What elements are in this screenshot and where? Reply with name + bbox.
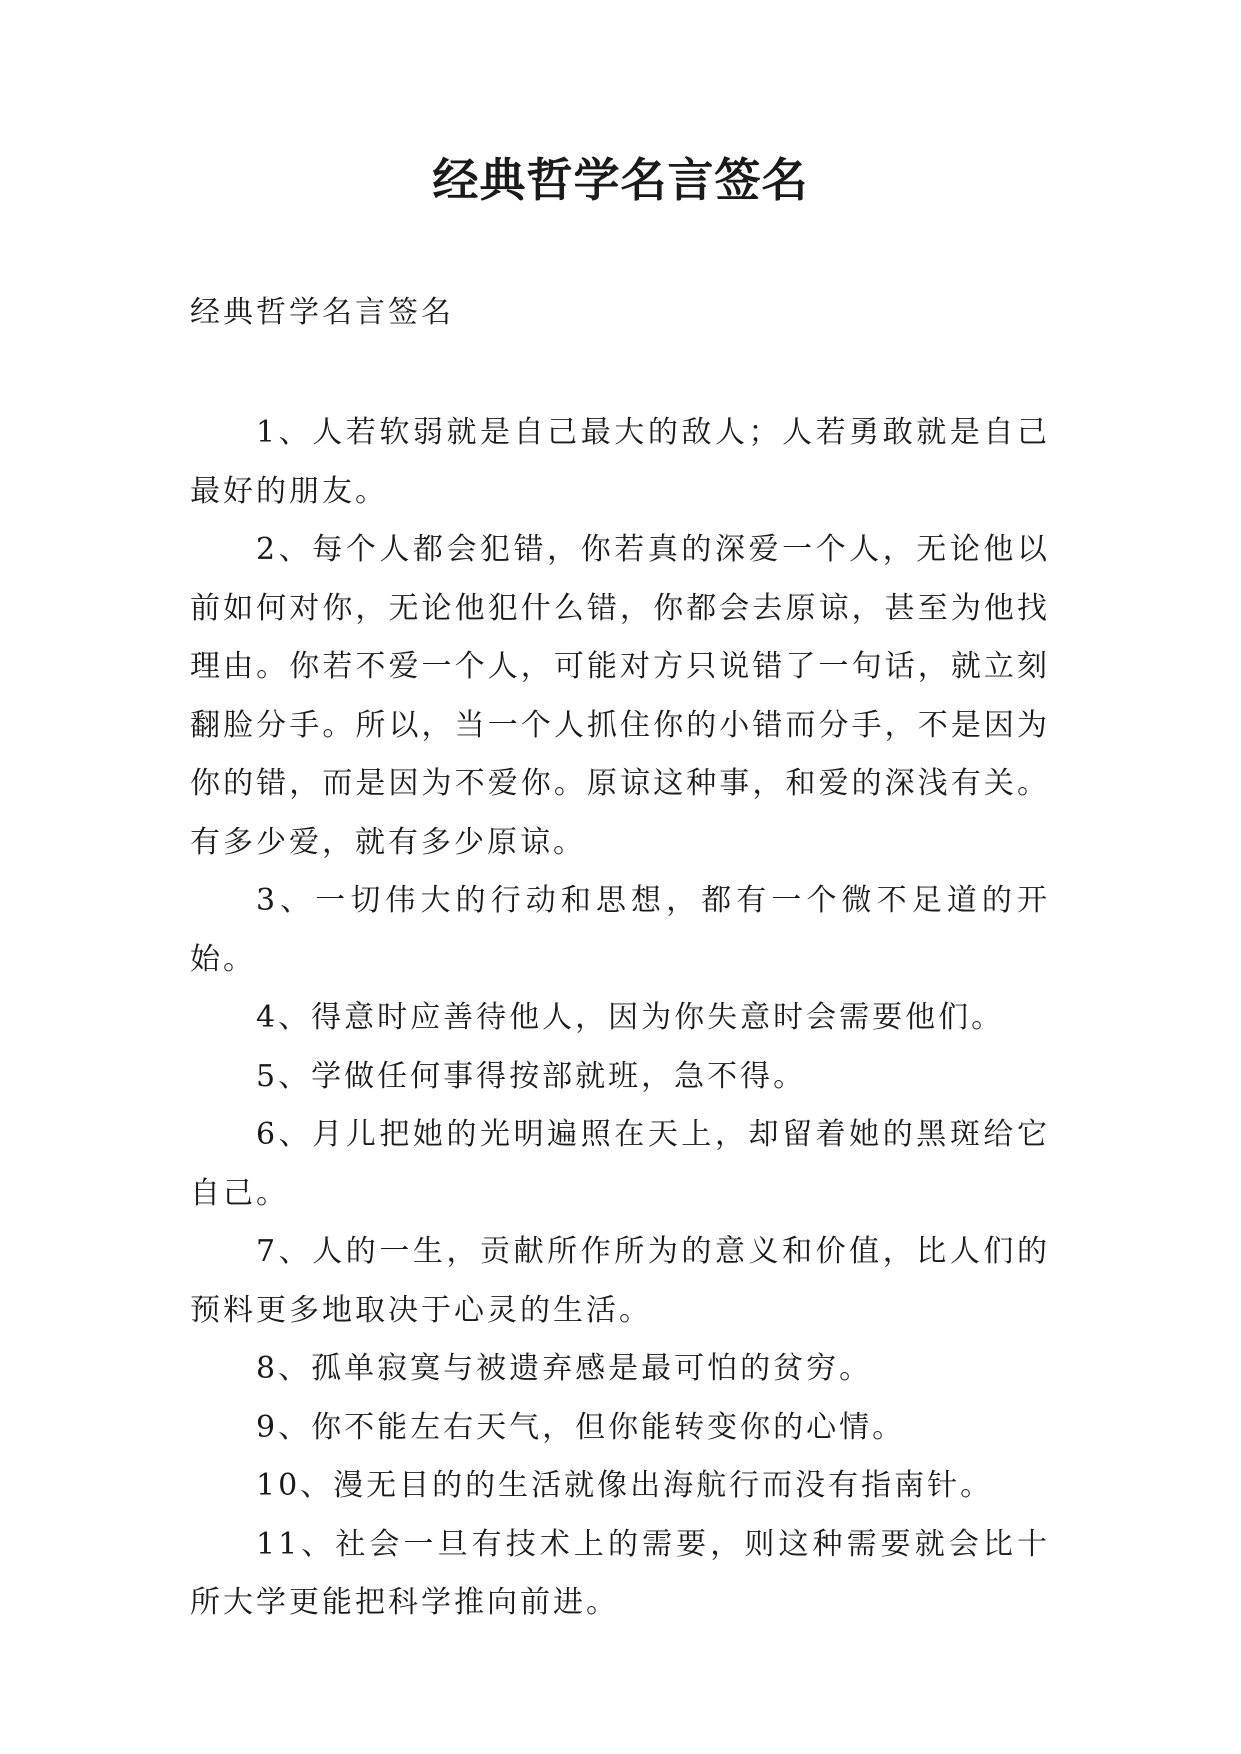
- quote-paragraph: 3、一切伟大的行动和思想，都有一个微不足道的开始。: [190, 883, 1050, 977]
- quote-paragraph: 7、人的一生，贡献所作所为的意义和价值，比人们的预料更多地取决于心灵的生活。: [190, 1234, 1050, 1328]
- document-title: 经典哲学名言签名: [432, 153, 809, 207]
- document-body: [190, 404, 1050, 1633]
- quote-paragraph: 6、月儿把她的光明遍照在天上，却留着她的黑斑给它自己。: [190, 1117, 1050, 1211]
- quote-paragraph: 10、漫无目的的生活就像出海航行而没有指南针。: [256, 1468, 994, 1503]
- quote-paragraph: 11、社会一旦有技术上的需要，则这种需要就会比十所大学更能把科学推向前进。: [190, 1526, 1050, 1620]
- quote-paragraph: 9、你不能左右天气，但你能转变你的心情。: [256, 1409, 906, 1445]
- quote-paragraph: 8、孤单寂寞与被遗弃感是最可怕的贫穷。: [256, 1351, 873, 1386]
- quote-paragraph: 4、得意时应善待他人，因为你失意时会需要他们。: [256, 1000, 1005, 1035]
- quote-paragraph: 1、人若软弱就是自己最大的敌人；人若勇敢就是自己最好的朋友。: [190, 415, 1050, 509]
- quote-paragraph: 2、每个人都会犯错，你若真的深爱一个人，无论他以前如何对你，无论他犯什么错，你都会去原谅，甚至为他找理由。你若不爱一个人，可能对方只说错了一句话，就立刻翻脸分手。所以，当一个人抓住你的小错而分手，不是因为你的错，而是因为不爱你。原谅这种事，和爱的深浅有关。有多少爱，就有多少原谅。: [190, 532, 1050, 860]
- document-subtitle: 经典哲学名言签名: [190, 295, 454, 330]
- quote-paragraph: 5、学做任何事得按部就班，急不得。: [256, 1058, 807, 1094]
